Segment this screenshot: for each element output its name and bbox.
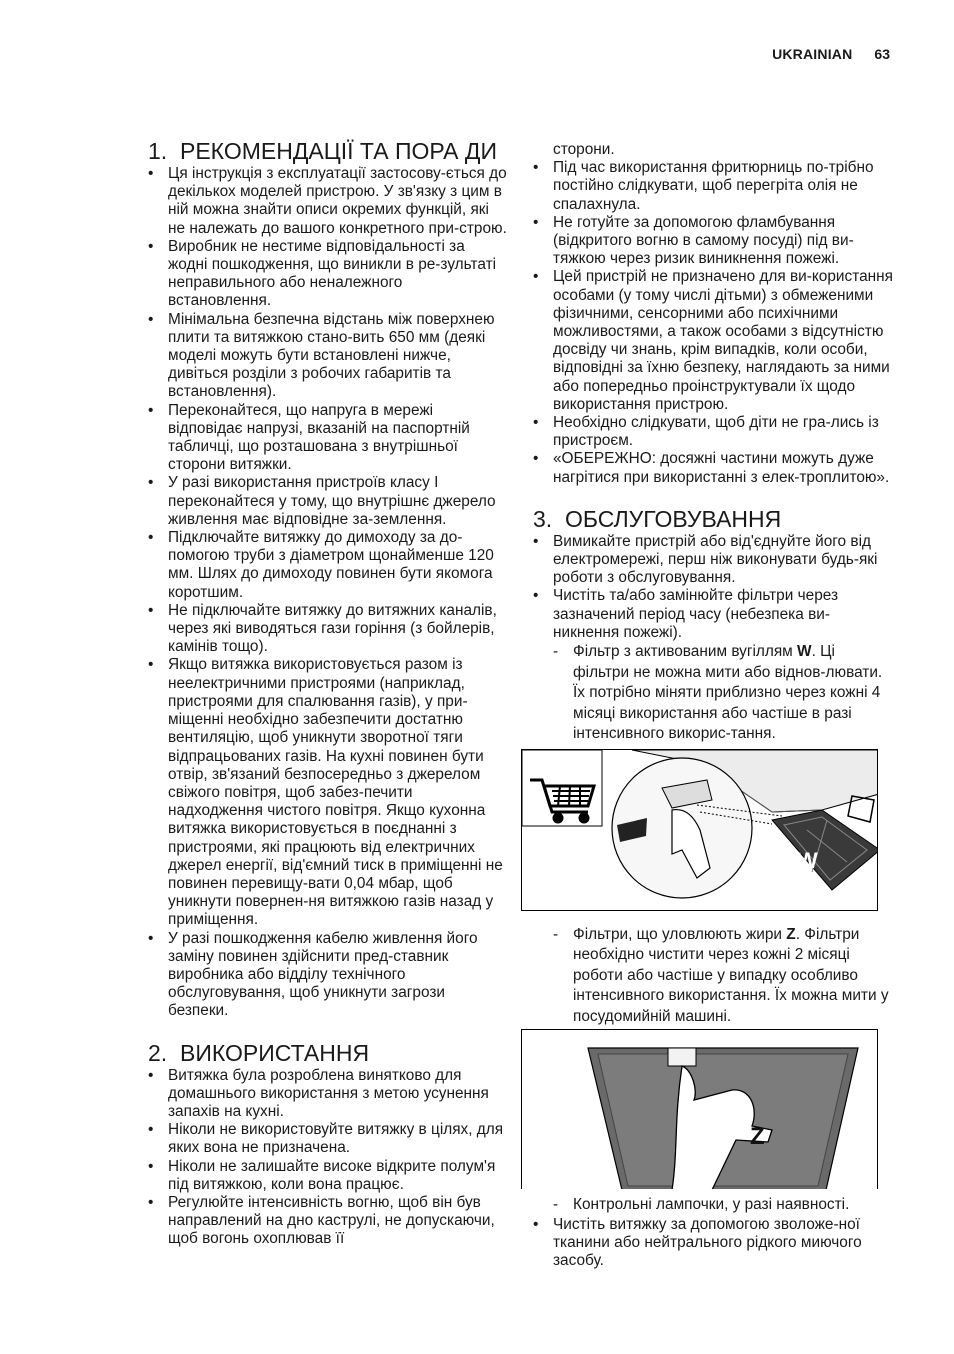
section-2-list-continued (533, 159, 895, 487)
right-column (533, 141, 895, 1270)
section-3-list-end (533, 1216, 895, 1271)
filter-sublist-3 (533, 1195, 895, 1216)
section-1-list (148, 165, 508, 1021)
list-item: • Вимикайте пристрій або від'єднуйте його від електромережі, перш ніж виконувати будь-які роботи з обслуговування. (533, 533, 895, 588)
grease-filter-item (533, 925, 895, 1028)
section-2-title: ВИКОРИСТАННЯ (180, 1039, 370, 1066)
section-2-heading (148, 1041, 508, 1065)
section-3-heading (533, 507, 895, 531)
section-3-list (533, 533, 895, 642)
list-item: • Не підключайте витяжку до витяжних каналів, через які виводяться гази горіння (з бойлерів, камінів тощо). (148, 602, 508, 657)
list-item: • Ніколи не використовуйте витяжку в цілях, для яких вона не призначена. (148, 1121, 508, 1157)
sub1-letter: W (797, 643, 812, 661)
carbon-filter-figure (521, 749, 878, 911)
filter-sublist-2 (533, 925, 895, 1028)
carbon-filter-item (533, 642, 895, 745)
list-item: • Виробник не нестиме відповідальності за жодні пошкодження, що виникли в ре-зультаті неправильного або неналежного встановлення. (148, 238, 508, 311)
list-item: • «ОБЕРЕЖНО: досяжні частини можуть дуже нагрітися при використанні з елек-троплитою». (533, 450, 895, 486)
section-3-title: ОБСЛУГОВУВАННЯ (565, 505, 782, 532)
section-1-number: 1. (148, 138, 168, 164)
sub2-letter: Z (786, 925, 796, 943)
list-item: • Переконайтеся, що напруга в мережі відповідає напрузі, вказаній на паспортній табличці, що розташована з внутрішньої сторони витяжки. (148, 402, 508, 475)
sub1-post: . Ці фільтри не можна мити або віднов-лювати. Їх потрібно міняти приблизно через кожні 4 місяці використання або частіше в разі інтенсивного викорис-тання. (573, 643, 883, 743)
list-item: • Цей пристрій не призначено для ви-користання особами (у тому числі дітьми) з обмеженими фізичними, сенсорними або психічними можливостями, а також особами з відсутністю досвіду чи знань, крім випадків, коли особи, відповідні за їхню безпеку, наглядають за ними або попередньо проінструктували їх щодо використання пристрою. (533, 268, 895, 414)
list-item: • Необхідно слідкувати, щоб діти не гра-лись із пристроєм. (533, 414, 895, 450)
sub1-pre: Фільтр з активованим вугіллям (573, 643, 798, 661)
section-2-list (148, 1067, 508, 1249)
grease-filter-figure (521, 1029, 878, 1189)
list-item: • Під час використання фритюрниць по-трібно постійно слідкувати, щоб перегріта олія не спалахнула. (533, 159, 895, 214)
list-item: • Чистіть витяжку за допомогою зволоже-ної тканини або нейтрального рідкого миючого засобу. (533, 1216, 895, 1271)
carbon-filter-illustration (522, 750, 878, 911)
figure-w-label: W (797, 847, 818, 873)
carbon-filter-icon (772, 810, 878, 890)
list-item: • Чистіть та/або замінюйте фільтри через зазначений період часу (небезпека ви-никнення пожежі). (533, 587, 895, 642)
list-item: • Не готуйте за допомогою фламбування (відкритого вогню в самому посуді) під ви-тяжкою через ризик виникнення пожежі. (533, 214, 895, 269)
continuation-text: сторони. (553, 141, 615, 158)
indicator-lamps-item: - Контрольні лампочки, у разі наявності. (533, 1195, 895, 1216)
sub2-pre: Фільтри, що уловлюють жири (573, 925, 787, 943)
list-item: • Ця інструкція з експлуатації застосову-ється до декількох моделей пристрою. У зв'язку з цим в ній можна знайти описи окремих функцій, які не належать до вашого конкретного при-строю. (148, 165, 508, 238)
filter-sublist-1 (533, 642, 895, 745)
list-item: • Ніколи не залишайте високе відкрите полум'я під витяжкою, коли вона працює. (148, 1158, 508, 1194)
figure-z-label: Z (750, 1123, 765, 1151)
list-item: • У разі використання пристроїв класу I переконайтеся у тому, що внутрішнє джерело живлення має відповідне за-землення. (148, 474, 508, 529)
list-item: • Підключайте витяжку до димоходу за до-помогою труби з діаметром щонайменше 120 мм. Шлях до димоходу повинен бути якомога коротшим. (148, 529, 508, 602)
sub2-post: . Фільтри необхідно чистити через кожні 2 місяці роботи або частіше у випадку особливо інтенсивного використання. Їх можна мити у посудомийній машині. (573, 925, 889, 1025)
list-item: • Регулюйте інтенсивність вогню, щоб він був направлений на дно каструлі, не допускаючи, щоб вогонь охоплював її (148, 1194, 508, 1249)
page-header (772, 46, 890, 62)
list-item: • Якщо витяжка використовується разом із неелектричними пристроями (наприклад, пристроями для спалювання газів), у при-міщенні необхідно забезпечити достатню вентиляцію, щоб уникнути зворотної тяги відпрацьованих газів. На кухні повинен бути отвір, зв'язаний безпосередньо з джерелом свіжого повітря, щоб забез-печити надходження чистого повітря. Якщо кухонна витяжка використовується в поєднанні з пристроями, які працюють від електричних джерел енергії, від'ємний тиск в приміщенні не повинен перевищу-вати 0,04 мбар, щоб уникнути повернен-ня витяжкою газів назад у приміщення. (148, 656, 508, 929)
section-2-number: 2. (148, 1039, 168, 1066)
section-1-heading (148, 139, 508, 163)
list-item: • Мінімальна безпечна відстань між поверхнею плити та витяжкою стано-вить 650 мм (деякі моделі можуть бути встановлені нижче, дивіться розділи з робочих габаритів та встановлення). (148, 311, 508, 402)
header-language: UKRAINIAN (772, 46, 853, 62)
grease-filter-illustration (522, 1030, 878, 1189)
section-3-number: 3. (533, 505, 553, 532)
section-1-title: РЕКОМЕНДАЦІЇ ТА ПОРА ДИ (180, 138, 498, 164)
list-item: • Витяжка була розроблена винятково для домашнього використання з метою усунення запахів на кухні. (148, 1067, 508, 1122)
list-item: • У разі пошкодження кабелю живлення його заміну повинен здійснити пред-ставник виробника або відділу технічного обслуговування, щоб уникнути загрози безпеки. (148, 930, 508, 1021)
page-number: 63 (874, 46, 890, 62)
left-column (148, 139, 508, 1249)
